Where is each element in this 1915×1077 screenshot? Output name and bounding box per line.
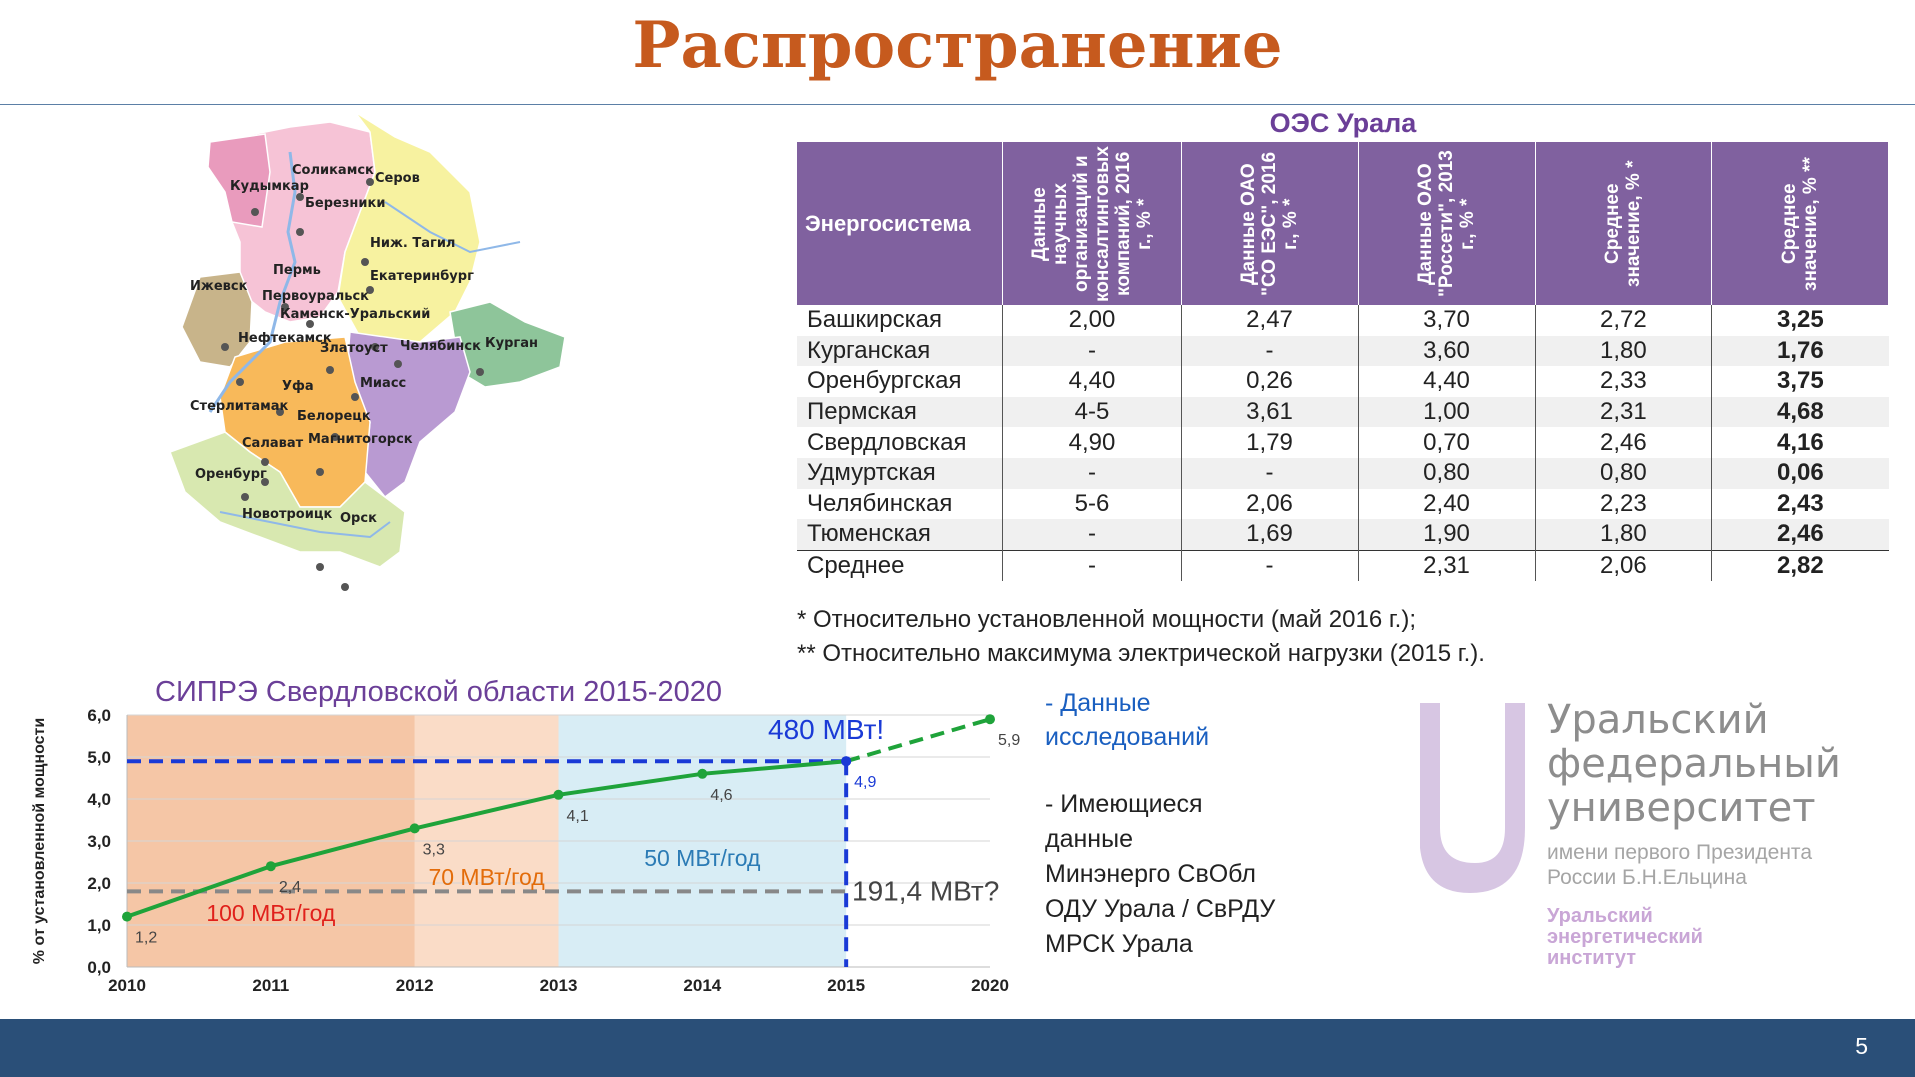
svg-text:Екатеринбург: Екатеринбург (370, 269, 474, 284)
footer-bar (0, 1019, 1915, 1077)
table-row (797, 305, 1889, 336)
title-divider (0, 104, 1915, 105)
value-cell: 4,68 (1712, 397, 1889, 428)
svg-text:Златоуст: Златоуст (320, 341, 388, 356)
logo-line3: университет (1547, 785, 1816, 831)
legend-existing-line1: - Имеющиеся (1045, 790, 1203, 818)
y-axis-label: % от установленной мощности (31, 717, 48, 965)
value-cell: 2,43 (1777, 489, 1824, 517)
footnote-1: * Относительно установленной мощности (май 2016 г.); (797, 606, 1416, 633)
svg-text:Пермь: Пермь (273, 263, 321, 278)
data-label: 1,2 (135, 929, 158, 947)
ural-region-map (170, 112, 690, 670)
value-cell: 4,16 (1777, 428, 1824, 456)
x-tick-label: 2015 (827, 976, 866, 995)
column-header: Данные ОАО "Россети", 2013 г., % * (1358, 142, 1535, 305)
column-header-energosystem: Энергосистема (797, 142, 1003, 305)
value-cell: 3,61 (1181, 397, 1358, 428)
value-cell: - (1003, 519, 1181, 550)
svg-text:Салават: Салават (242, 436, 304, 451)
energosystem-name-cell: Свердловская (797, 427, 1003, 458)
reference-label-480: 480 МВт! (768, 714, 885, 746)
energosystem-name-cell: Челябинская (797, 489, 1003, 520)
x-tick-label: 2013 (539, 976, 578, 995)
slide-title: Распространение (632, 8, 1283, 83)
data-point (554, 790, 564, 800)
y-tick-label: 0,0 (87, 958, 111, 977)
value-cell: 1,80 (1535, 336, 1712, 367)
svg-text:Орск: Орск (340, 511, 377, 526)
value-cell: 1,76 (1712, 336, 1889, 367)
data-label: 3,3 (422, 841, 445, 859)
value-cell: 1,90 (1358, 519, 1535, 550)
value-cell: - (1003, 458, 1181, 489)
svg-text:Ижевск: Ижевск (190, 279, 248, 294)
table-row (797, 458, 1889, 489)
x-tick-label: 2014 (683, 976, 722, 995)
value-cell: 0,80 (1358, 458, 1535, 489)
svg-text:Стерлитамак: Стерлитамак (190, 399, 289, 414)
energosystem-name-cell: Оренбургская (797, 366, 1003, 397)
svg-text:Белорецк: Белорецк (297, 409, 371, 424)
data-point (841, 756, 851, 766)
table-row (797, 366, 1889, 397)
data-point (122, 912, 132, 922)
value-cell: 1,80 (1535, 519, 1712, 550)
column-header: Среднее значение, % * (1535, 142, 1712, 305)
y-tick-label: 4,0 (87, 790, 111, 809)
value-cell: 2,47 (1181, 305, 1358, 336)
svg-text:Первоуральск: Первоуральск (262, 289, 369, 304)
energosystem-name-cell: Пермская (797, 397, 1003, 428)
logo-line8: институт (1547, 947, 1637, 969)
svg-text:Нефтекамск: Нефтекамск (238, 331, 332, 346)
energosystem-name-cell: Курганская (797, 336, 1003, 367)
region-label: 100 МВт/год (206, 899, 336, 926)
table-row (797, 336, 1889, 367)
value-cell: - (1181, 458, 1358, 489)
value-cell: 1,69 (1181, 519, 1358, 550)
oes-ural-table (797, 142, 1889, 581)
svg-text:Челябинск: Челябинск (400, 339, 481, 354)
column-header: Среднее значение, % ** (1712, 142, 1889, 305)
legend-research-line2: исследований (1045, 723, 1210, 751)
column-header: Данные научных организаций и консалтинговых компаний, 2016 г., % * (1003, 142, 1181, 305)
value-cell: 5-6 (1003, 489, 1181, 520)
logo-line4: имени первого Президента (1547, 841, 1812, 864)
data-label: 4,9 (854, 774, 877, 792)
value-cell: 2,33 (1535, 366, 1712, 397)
svg-text:Соликамск: Соликамск (292, 163, 374, 178)
data-point (266, 861, 276, 871)
svg-text:Новотроицк: Новотроицк (242, 507, 333, 522)
value-cell: 1,79 (1181, 427, 1358, 458)
table-row (797, 489, 1889, 520)
page-number: 5 (1855, 1033, 1868, 1059)
reference-label-191: 191,4 МВт? (852, 875, 1000, 907)
urfu-logo (1395, 698, 1875, 988)
table-row (797, 550, 1889, 581)
value-cell: - (1003, 550, 1181, 581)
value-cell: 0,06 (1712, 458, 1889, 489)
value-cell: 3,70 (1358, 305, 1535, 336)
value-cell: 4,40 (1358, 366, 1535, 397)
data-label: 4,1 (566, 807, 589, 825)
table-caption: ОЭС Урала (1269, 108, 1417, 138)
region-label: 50 МВт/год (644, 845, 761, 872)
data-point (410, 823, 420, 833)
table-row (797, 519, 1889, 550)
table-row (797, 427, 1889, 458)
value-cell: 2,40 (1358, 489, 1535, 520)
svg-text:Курган: Курган (485, 336, 538, 351)
value-cell: 3,75 (1777, 367, 1824, 395)
svg-text:Ниж. Тагил: Ниж. Тагил (370, 236, 456, 251)
value-cell: 2,06 (1535, 550, 1712, 581)
value-cell: - (1181, 336, 1358, 367)
value-cell: 4-5 (1003, 397, 1181, 428)
data-label: 5,9 (998, 732, 1021, 750)
legend-existing-line4: ОДУ Урала / СвРДУ (1045, 895, 1276, 923)
column-header: Данные ОАО "СО ЕЭС", 2016 г., % * (1181, 142, 1358, 305)
logo-line2: федеральный (1547, 741, 1841, 787)
logo-line1: Уральский (1547, 697, 1769, 743)
legend-existing-line2: данные (1045, 825, 1133, 853)
x-tick-label: 2020 (971, 976, 1009, 995)
chart-title: СИПРЭ Свердловской области 2015-2020 (155, 676, 722, 708)
sipre-line-chart (0, 700, 1030, 1008)
energosystem-name-cell: Среднее (797, 550, 1003, 581)
data-label: 4,6 (710, 786, 733, 804)
value-cell: 4,90 (1003, 427, 1181, 458)
x-tick-label: 2010 (108, 976, 146, 995)
value-cell: 0,70 (1358, 427, 1535, 458)
value-cell: 2,31 (1535, 397, 1712, 428)
value-cell: 2,31 (1358, 550, 1535, 581)
svg-text:Кудымкар: Кудымкар (230, 179, 309, 194)
y-tick-label: 6,0 (87, 706, 111, 725)
x-tick-label: 2012 (395, 976, 434, 995)
y-tick-label: 2,0 (87, 874, 111, 893)
value-cell: 3,60 (1358, 336, 1535, 367)
energosystem-name-cell: Удмуртская (797, 458, 1003, 489)
logo-line6: Уральский (1547, 905, 1653, 927)
urfu-u-emblem (1395, 698, 1535, 898)
value-cell: 1,00 (1358, 397, 1535, 428)
legend-existing-line5: МРСК Урала (1045, 930, 1193, 958)
value-cell: 0,26 (1181, 366, 1358, 397)
value-cell: 3,25 (1777, 306, 1824, 334)
value-cell: 0,80 (1535, 458, 1712, 489)
value-cell: 2,82 (1712, 550, 1889, 581)
value-cell: 2,00 (1003, 305, 1181, 336)
y-tick-label: 5,0 (87, 748, 111, 767)
energosystem-name-cell: Тюменская (797, 519, 1003, 550)
y-tick-label: 1,0 (87, 916, 111, 935)
table-row (797, 397, 1889, 428)
y-tick-label: 3,0 (87, 832, 111, 851)
svg-text:Миасс: Миасс (360, 376, 407, 391)
svg-text:Серов: Серов (375, 171, 420, 186)
energosystem-name-cell: Башкирская (797, 305, 1003, 336)
logo-line7: энергетический (1547, 926, 1703, 948)
value-cell: - (1003, 336, 1181, 367)
value-cell: 2,23 (1535, 489, 1712, 520)
svg-text:Оренбург: Оренбург (195, 467, 267, 482)
value-cell: 4,40 (1003, 366, 1181, 397)
region-label: 70 МВт/год (428, 864, 545, 891)
legend-research-line1: - Данные (1045, 689, 1151, 717)
value-cell: 2,46 (1535, 427, 1712, 458)
logo-line5: России Б.Н.Ельцина (1547, 866, 1747, 889)
legend-existing-line3: Минэнерго СвОбл (1045, 860, 1256, 888)
x-tick-label: 2011 (252, 976, 290, 995)
svg-text:Березники: Березники (305, 196, 386, 211)
svg-text:Уфа: Уфа (282, 379, 314, 394)
value-cell: 2,46 (1712, 519, 1889, 550)
value-cell: 2,72 (1535, 305, 1712, 336)
value-cell: 2,06 (1181, 489, 1358, 520)
data-point (697, 769, 707, 779)
svg-text:Каменск-Уральский: Каменск-Уральский (280, 307, 431, 322)
data-label: 2,4 (278, 879, 302, 897)
data-point (985, 714, 995, 724)
table-body (797, 305, 1889, 581)
footnote-2: ** Относительно максимума электрической нагрузки (2015 г.). (797, 640, 1485, 667)
svg-text:Магнитогорск: Магнитогорск (308, 432, 413, 447)
value-cell: - (1181, 550, 1358, 581)
